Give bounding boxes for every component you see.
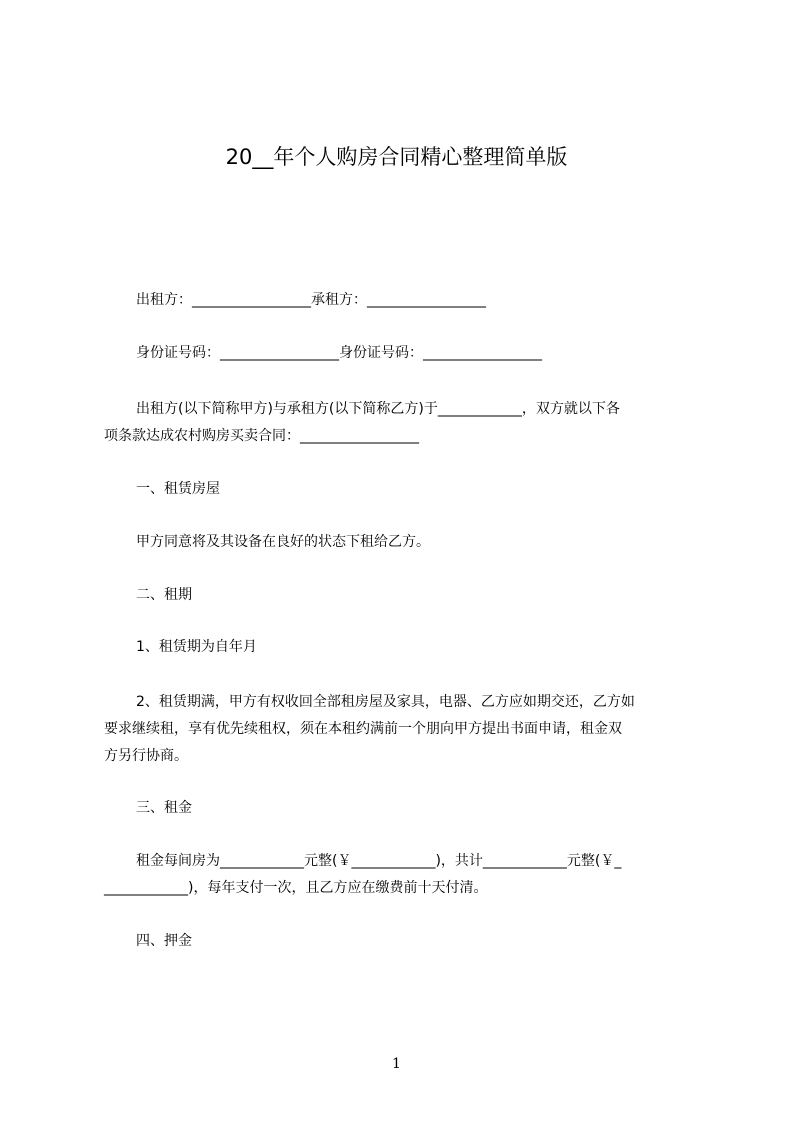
rent-text-line-1: 租金每间房为____________元整(￥____________)，共计____________元整(￥_ [136, 853, 622, 869]
rent-text-line-2: ____________)，每年支付一次，且乙方应在缴费前十天付清。 [104, 880, 488, 896]
lease-term-clause-2-line-1: 2、租赁期满，甲方有权收回全部租房屋及家具，电器、乙方应如期交还，乙方如 [136, 694, 635, 710]
section-heading-lease-term: 二、租期 [136, 587, 192, 603]
id-number-line: 身份证号码：_________________身份证号码：_________________ [136, 345, 542, 361]
preamble-line-1: 出租方(以下简称甲方)与承租方(以下简称乙方)于____________，双方就以下各 [136, 401, 620, 417]
preamble-line-2: 项条款达成农村购房买卖合同：_________________ [104, 428, 419, 444]
section-heading-rent: 三、租金 [136, 800, 192, 816]
page-number: 1 [392, 1056, 401, 1072]
lease-term-clause-2-line-2: 要求继续租，享有优先续租权，须在本租约满前一个朋向甲方提出书面申请，租金双 [104, 721, 622, 737]
lease-term-clause-2-line-3: 方另行协商。 [104, 748, 188, 764]
lease-property-text: 甲方同意将及其设备在良好的状态下租给乙方。 [136, 534, 430, 550]
document-title: 20__年个人购房合同精心整理简单版 [225, 145, 568, 169]
section-heading-deposit: 四、押金 [136, 933, 192, 949]
party-names-line: 出租方：_________________承租方：_________________ [136, 292, 486, 308]
section-heading-lease-property: 一、租赁房屋 [136, 481, 220, 497]
lease-term-clause-1: 1、租赁期为自年月 [136, 639, 257, 655]
